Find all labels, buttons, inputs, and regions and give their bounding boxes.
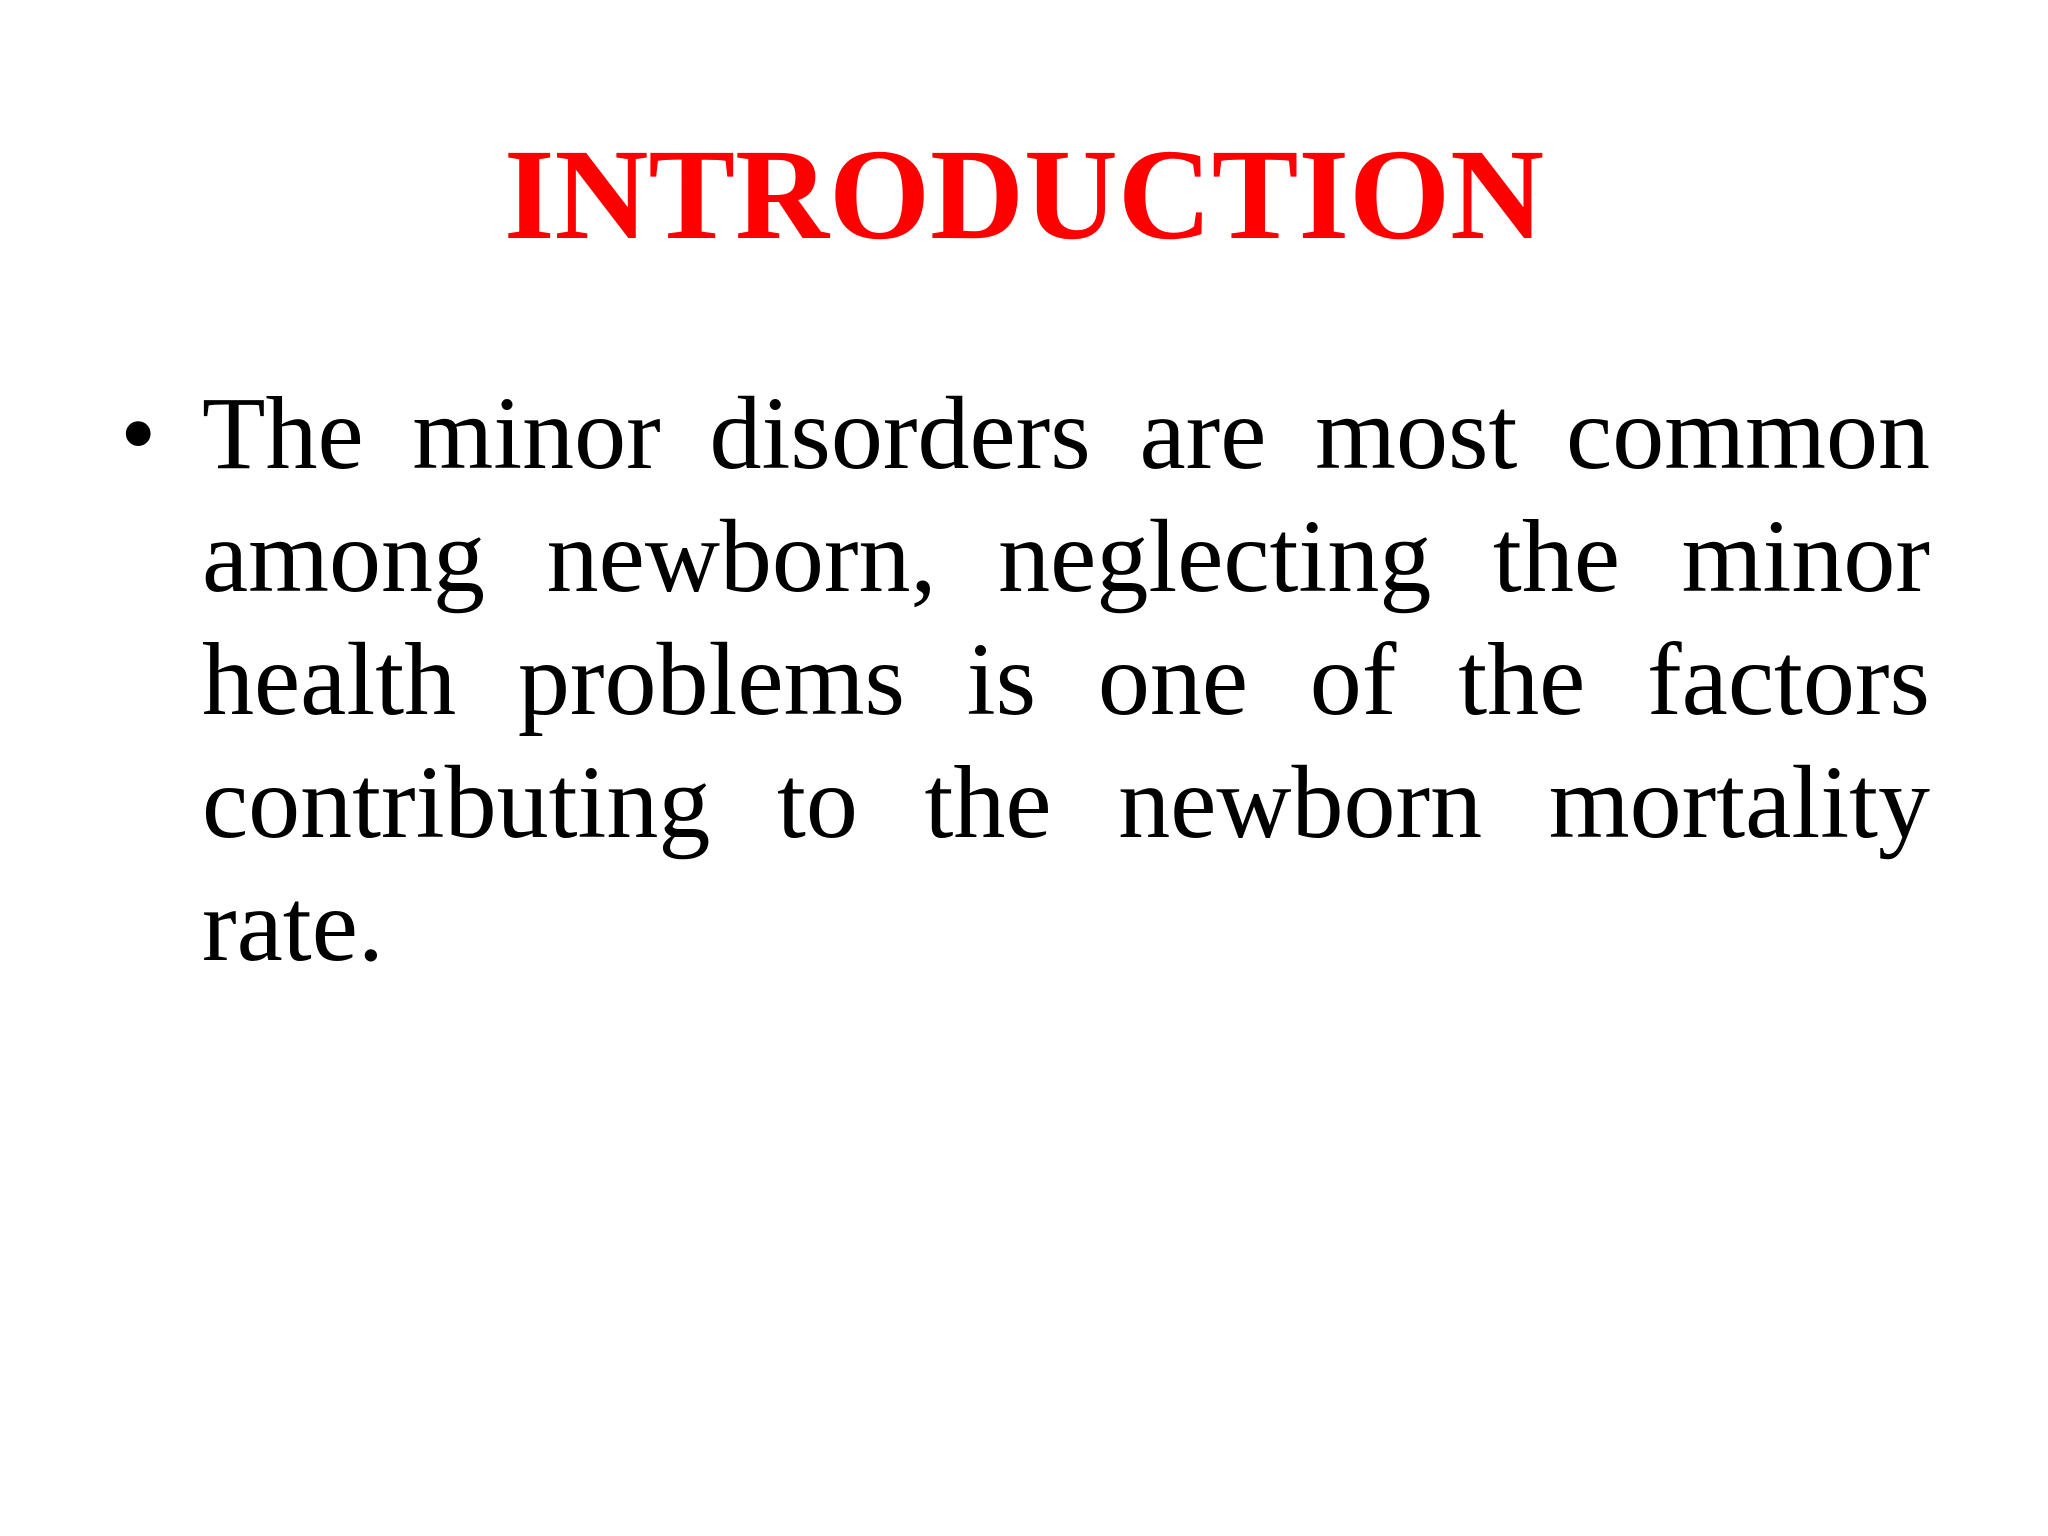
bullet-item <box>120 372 1930 987</box>
bullet-text: The minor disorders are most common among newborn, neglecting the minor health problems is one of the factors contributing to the newborn mortality rate. <box>202 376 1930 983</box>
bullet-marker: • <box>120 376 157 491</box>
slide-title: INTRODUCTION <box>503 123 1545 267</box>
bullet-list <box>120 372 1930 987</box>
